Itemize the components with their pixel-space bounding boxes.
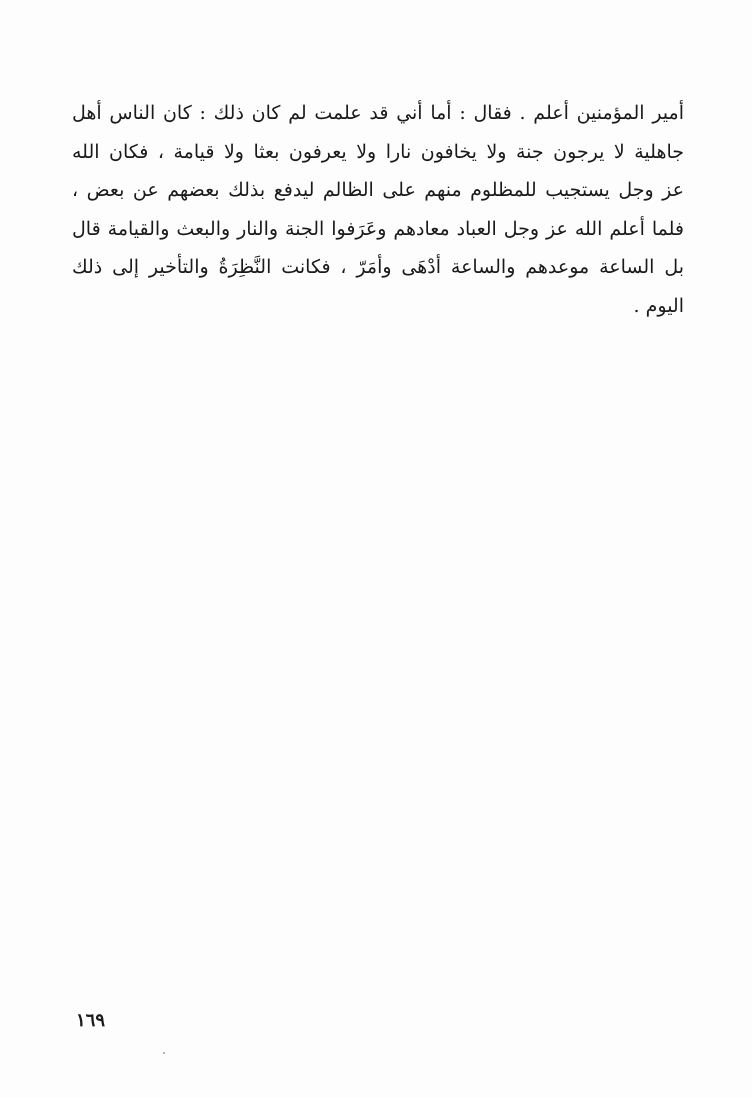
text-line-5: بل الساعة موعدهم والساعة أدْهَى وأمَرّ ، فكانت النَّظِرَةُ والتأخير إلى ذلك: [72, 256, 684, 278]
body-paragraph: [72, 94, 684, 325]
text-line-3: عز وجل يستجيب للمظلوم منهم على الظالم ليدفع بذلك بعضهم عن بعض ،: [72, 179, 684, 201]
text-line-1: أمير المؤمنين أعلم . فقال : أما أني قد علمت لم كان ذلك : كان الناس أهل: [72, 102, 684, 124]
text-line-2: جاهلية لا يرجون جنة ولا يخافون نارا ولا يعرفون بعثا ولا قيامة ، فكان الله: [72, 140, 684, 163]
page-number: ١٦٩: [76, 1010, 106, 1031]
text-line-6: اليوم .: [633, 294, 684, 317]
text-line-4: فلما أعلم الله عز وجل العباد معادهم وعَرَفوا الجنة والنار والبعث والقيامة قال: [72, 217, 684, 240]
scan-speck: [163, 1052, 165, 1054]
